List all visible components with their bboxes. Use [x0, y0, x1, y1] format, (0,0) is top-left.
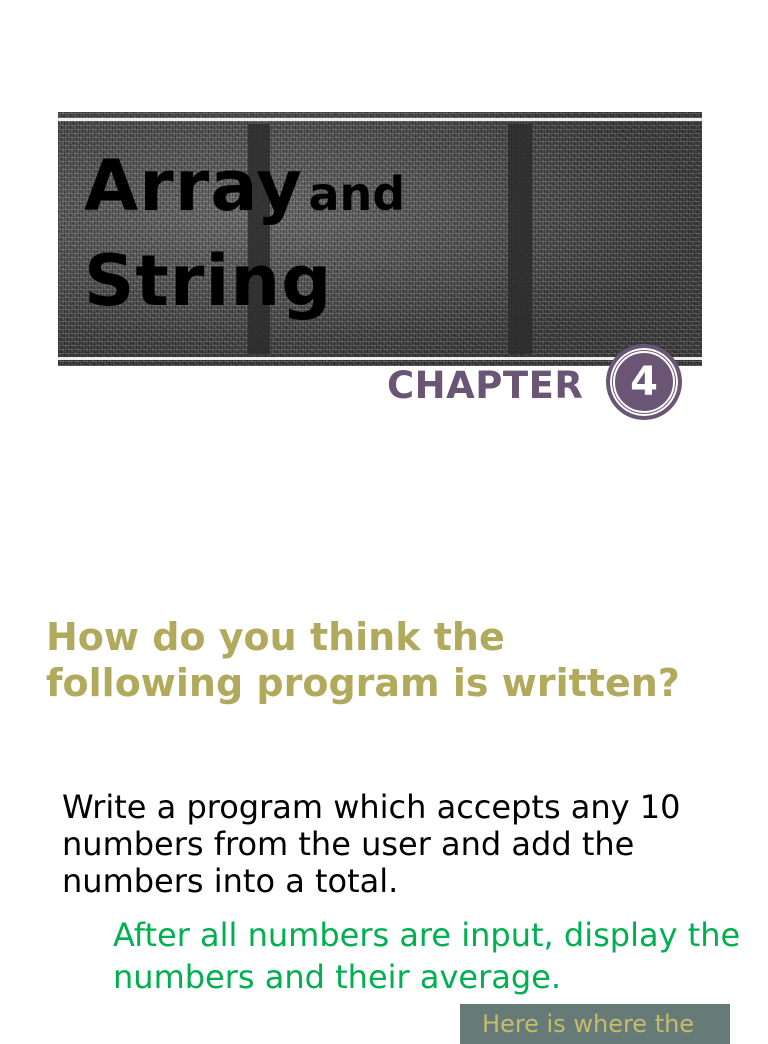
banner-bottom-rule	[58, 357, 702, 360]
chapter-number-badge	[608, 346, 680, 418]
title-word-string: String	[84, 240, 333, 322]
title-word-and: and	[308, 167, 406, 221]
callout-box: Here is where the	[460, 1004, 730, 1044]
banner-top-rule	[58, 118, 702, 121]
banner-dark-band	[508, 124, 532, 354]
question-heading: How do you think the following program is written?	[46, 615, 680, 705]
title-word-array: Array	[84, 145, 303, 227]
chapter-label: CHAPTER	[387, 364, 584, 407]
task-note: After all numbers are input, display the numbers and their average.	[113, 916, 741, 996]
slide-title	[84, 145, 406, 338]
task-description: Write a program which accepts any 10 numbers from the user and add the numbers into a total.	[62, 788, 681, 900]
chapter-number: 4	[613, 351, 675, 413]
